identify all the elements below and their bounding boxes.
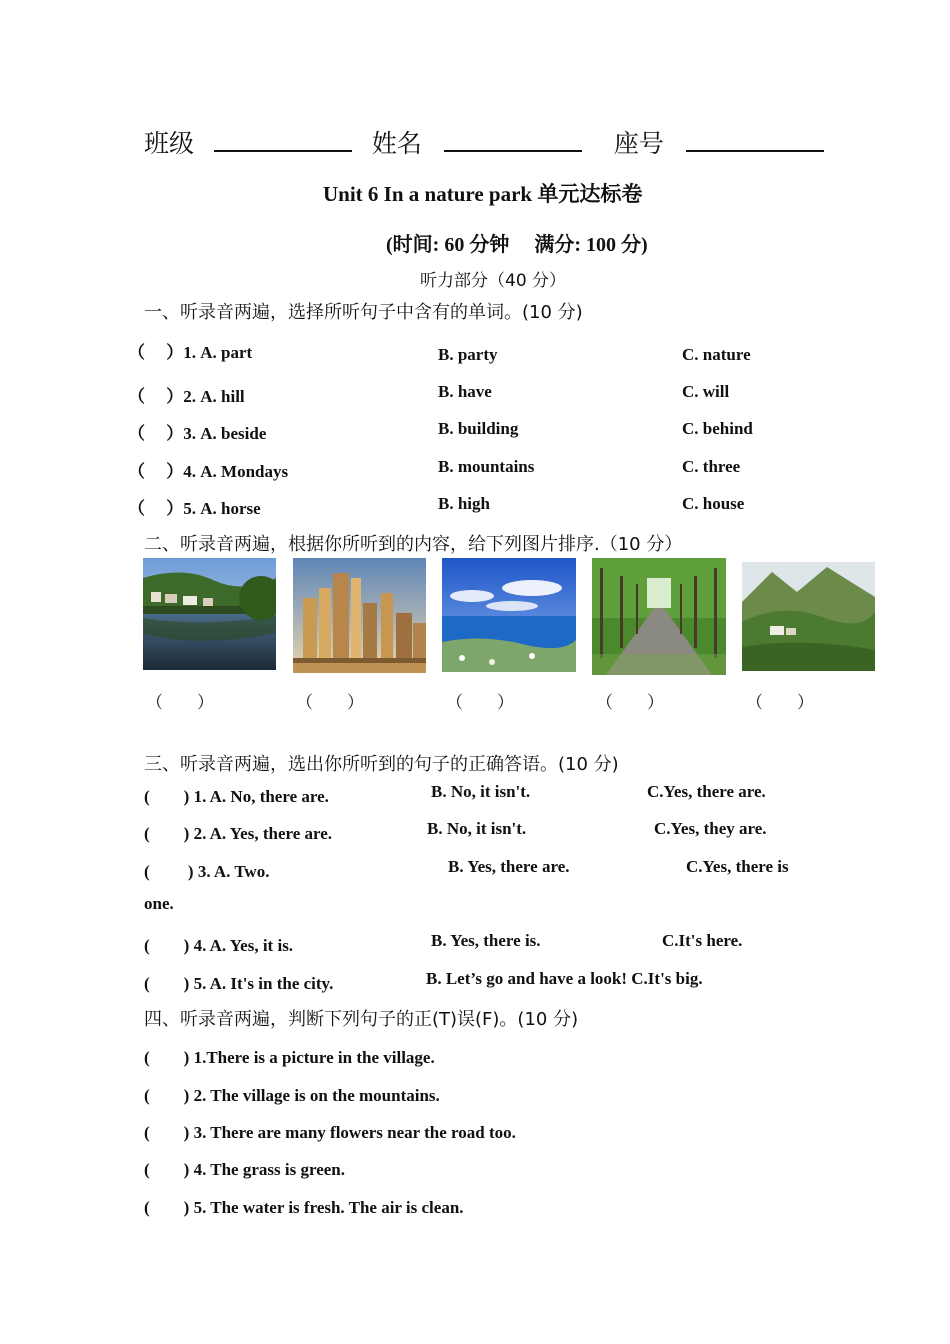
s4-q1: ( ) 1.There is a picture in the village. xyxy=(144,1048,435,1067)
picture3-order-blank[interactable]: （ ） xyxy=(446,693,514,712)
name-label: 姓名 xyxy=(371,129,422,158)
picture1-order-blank[interactable]: （ ） xyxy=(146,693,214,712)
s3-q2-c: C.Yes, they are. xyxy=(654,819,767,838)
seat-blank[interactable] xyxy=(686,128,824,152)
s1-q1-b: B. party xyxy=(438,345,498,364)
picture-mountain-village xyxy=(742,562,875,671)
s1-q3-c: C. behind xyxy=(682,419,753,438)
s3-q4-b: B. Yes, there is. xyxy=(431,931,541,950)
s1-q5-b: B. high xyxy=(438,494,490,513)
student-info-line xyxy=(144,124,824,160)
s1-q3-b: B. building xyxy=(438,419,519,438)
page-title: Unit 6 In a nature park 单元达标卷 xyxy=(323,182,643,206)
s1-q2: （ ）2. A. hill xyxy=(128,387,245,406)
s3-q2: ( ) 2. A. Yes, there are. xyxy=(144,824,333,843)
s1-q4-b: B. mountains xyxy=(438,457,535,476)
s3-q5-b: B. Let’s go and have a look! C.It's big. xyxy=(426,969,703,988)
picture-city-skyscrapers xyxy=(293,558,426,673)
s1-q1: （ ）1. A. part xyxy=(128,343,253,362)
s1-q2-c: C. will xyxy=(682,382,730,401)
picture-sea-sky xyxy=(442,558,576,672)
s4-q4: ( ) 4. The grass is green. xyxy=(144,1160,346,1179)
section1-heading: 一、听录音两遍，选择所听句子中含有的单词。(10 分) xyxy=(144,302,583,323)
picture-river-village xyxy=(143,558,276,670)
s3-q3-c: C.Yes, there is xyxy=(686,857,789,876)
s1-q4-c: C. three xyxy=(682,457,741,476)
s4-q5: ( ) 5. The water is fresh. The air is clean. xyxy=(144,1198,464,1217)
section2-heading: 二、听录音两遍，根据你所听到的内容，给下列图片排序.（10 分） xyxy=(144,534,683,555)
s4-q3: ( ) 3. There are many flowers near the road too. xyxy=(144,1123,516,1142)
s3-q3: ( ) 3. A. Two. xyxy=(144,862,270,881)
picture-tree-lined-road xyxy=(592,558,726,675)
s3-q1-c: C.Yes, there are. xyxy=(647,782,766,801)
name-blank[interactable] xyxy=(444,128,582,152)
s1-q1-c: C. nature xyxy=(682,345,751,364)
class-blank[interactable] xyxy=(214,128,352,152)
s3-q3-b: B. Yes, there are. xyxy=(448,857,570,876)
picture5-order-blank[interactable]: （ ） xyxy=(746,693,814,712)
section4-heading: 四、听录音两遍，判断下列句子的正(T)误(F)。(10 分) xyxy=(144,1009,579,1030)
exam-time-score: (时间: 60 分钟 满分: 100 分) xyxy=(386,234,648,256)
s1-q5-c: C. house xyxy=(682,494,745,513)
s3-q5: ( ) 5. A. It's in the city. xyxy=(144,974,334,993)
listening-part-label: 听力部分（40 分） xyxy=(420,271,567,291)
s3-q1-b: B. No, it isn't. xyxy=(431,782,531,801)
s3-q2-b: B. No, it isn't. xyxy=(427,819,527,838)
s3-q4: ( ) 4. A. Yes, it is. xyxy=(144,936,294,955)
s3-q4-c: C.It's here. xyxy=(662,931,743,950)
s3-q3-wrap: one. xyxy=(144,894,174,913)
picture4-order-blank[interactable]: （ ） xyxy=(596,693,664,712)
seat-label: 座号 xyxy=(613,129,664,158)
s4-q2: ( ) 2. The village is on the mountains. xyxy=(144,1086,440,1105)
s3-q1: ( ) 1. A. No, there are. xyxy=(144,787,329,806)
s1-q4: （ ）4. A. Mondays xyxy=(128,462,289,481)
s1-q5: （ ）5. A. horse xyxy=(128,499,261,518)
s1-q2-b: B. have xyxy=(438,382,492,401)
picture2-order-blank[interactable]: （ ） xyxy=(296,693,364,712)
section3-heading: 三、听录音两遍，选出你所听到的句子的正确答语。(10 分) xyxy=(144,754,619,775)
s1-q3: （ ）3. A. beside xyxy=(128,424,267,443)
class-label: 班级 xyxy=(144,129,195,158)
